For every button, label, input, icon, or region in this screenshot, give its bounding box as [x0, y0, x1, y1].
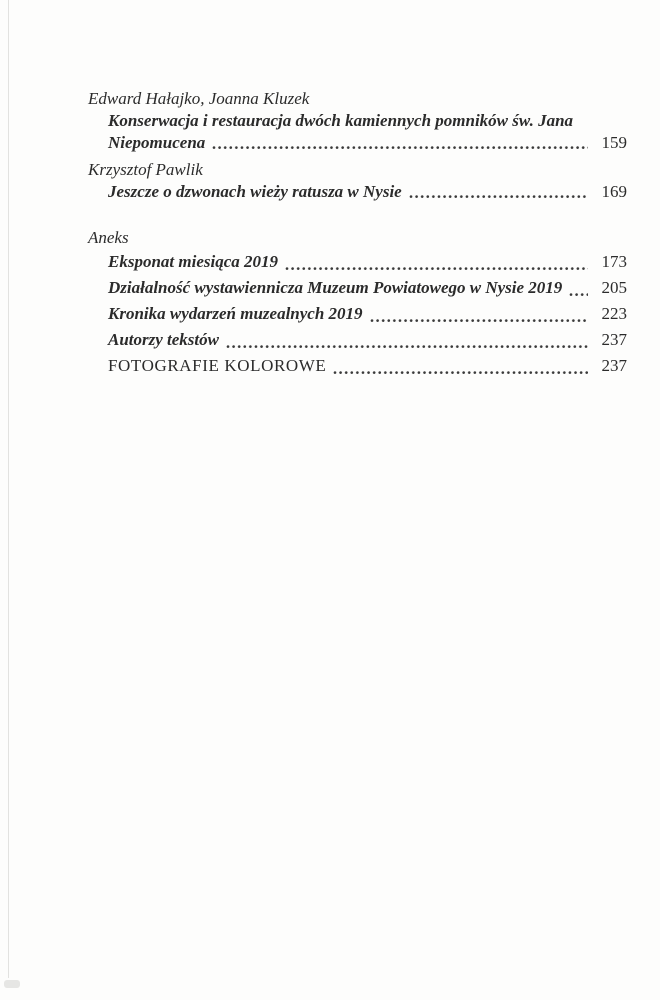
toc-page-number: 237: [601, 330, 627, 349]
dot-leader: [333, 370, 588, 375]
toc-page-number: 159: [601, 133, 627, 152]
toc-title-leader-row: [88, 132, 627, 154]
toc-entry: [88, 327, 627, 353]
scan-edge-line: [8, 0, 9, 978]
dot-leader: [212, 145, 588, 150]
toc-page-number: 237: [601, 356, 627, 375]
toc-entry: [88, 275, 627, 301]
toc-page-number: 205: [601, 278, 627, 297]
toc-page-number: 169: [601, 182, 627, 201]
toc-entry: [88, 159, 627, 203]
table-of-contents: [88, 88, 627, 379]
toc-author-line: Krzysztof Pawlik: [88, 160, 203, 179]
toc-title-line: Autorzy tekstów: [108, 330, 219, 349]
toc-entry: [88, 88, 627, 154]
toc-title-leader-row: [88, 181, 627, 203]
dot-leader: [569, 292, 588, 297]
toc-entry: [88, 249, 627, 275]
dot-leader: [285, 266, 588, 271]
toc-title-line: Eksponat miesiąca 2019: [108, 252, 279, 271]
toc-author-line: Edward Hałajko, Joanna Kluzek: [88, 89, 310, 108]
section-heading-aneks: Aneks: [88, 228, 129, 247]
toc-title-line: FOTOGRAFIE KOLOROWE: [108, 356, 327, 375]
toc-page-number: 223: [601, 304, 627, 323]
toc-entry: [88, 353, 627, 379]
dot-leader: [370, 318, 588, 323]
toc-title-line: Jeszcze o dzwonach wieży ratusza w Nysie: [108, 182, 402, 201]
toc-page-number: 173: [601, 252, 627, 271]
toc-title-line: Niepomucena: [108, 133, 206, 152]
toc-title-line: Działalność wystawiennicza Muzeum Powiatowego w Nysie 2019: [108, 278, 563, 297]
scan-smudge: [4, 980, 20, 988]
dot-leader: [409, 194, 588, 199]
toc-title-line: Kronika wydarzeń muzealnych 2019: [108, 304, 363, 323]
dot-leader: [226, 344, 588, 349]
annex-entry-list: [88, 249, 627, 379]
toc-entry: [88, 301, 627, 327]
toc-title-line: Konserwacja i restauracja dwóch kamiennych pomników św. Jana: [108, 111, 574, 130]
